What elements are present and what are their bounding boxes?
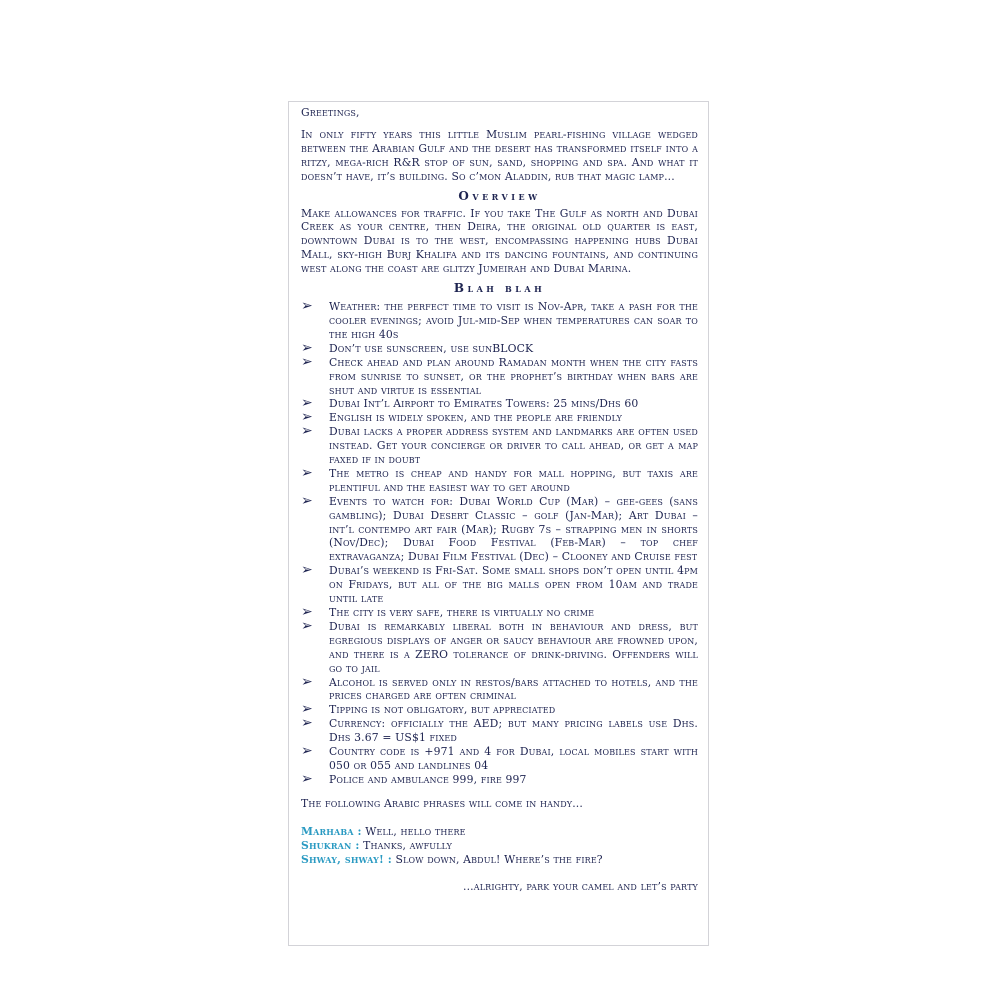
tip-item: [301, 397, 698, 411]
arrow-bullet-icon: ➢: [301, 562, 313, 579]
phrases-list: [301, 825, 698, 867]
tip-item: [301, 425, 698, 467]
guide-card: [288, 101, 709, 946]
tips-list: [301, 300, 698, 787]
blah-heading: Blah blah: [453, 281, 546, 296]
greeting: Greetings,: [301, 106, 360, 119]
arrow-bullet-icon: ➢: [301, 715, 313, 732]
tip-item: [301, 300, 698, 342]
arrow-bullet-icon: ➢: [301, 409, 313, 426]
arrow-bullet-icon: ➢: [301, 492, 313, 509]
tip-text: Tipping is not obligatory, but appreciated: [329, 703, 556, 717]
phrase-term: Marhaba :: [301, 824, 362, 838]
arrow-bullet-icon: ➢: [301, 395, 313, 412]
tip-text: Don’t use sunscreen, use sunBLOCK: [329, 341, 534, 355]
tip-item: [301, 770, 698, 787]
arrow-bullet-icon: ➢: [301, 298, 313, 315]
tip-text: English is widely spoken, and the people are friendly: [329, 411, 623, 425]
arrow-bullet-icon: ➢: [301, 617, 313, 634]
tip-text: Dubai’s weekend is Fri-Sat. Some small shops don’t open until 4pm on Fridays, but all of the big malls open from 10am and trade until late: [329, 564, 698, 606]
arrow-bullet-icon: ➢: [301, 423, 313, 440]
tip-item: [301, 617, 698, 676]
tip-text: Weather: the perfect time to visit is Nov-Apr, take a pash for the cooler evenings; avoid Jul-mid-Sep when temperatures can soar to the high 40s: [329, 300, 698, 341]
phrase-row: [301, 853, 698, 867]
overview-heading: Overview: [458, 188, 541, 203]
phrase-term: Shway, shway! :: [301, 852, 392, 866]
tip-text: The city is very safe, there is virtually no crime: [329, 606, 595, 619]
tip-item: [301, 717, 698, 745]
tip-text: Dubai is remarkably liberal both in behaviour and dress, but egregious displays of anger or saucy behaviour are frowned upon, and there is a ZERO tolerance of drink-driving. Offenders will go to jail: [329, 619, 698, 675]
intro-paragraph: In only fifty years this little Muslim pearl-fishing village wedged between the Arabian Gulf and the desert has transformed itself into a ritzy, mega-rich R&R stop of sun, sand, shopping and spa. And what it doesn’t have, it’s building. So c’mon Aladdin, rub that magic lamp...: [301, 127, 698, 183]
phrase-meaning: Thanks, awfully: [363, 838, 453, 852]
guide-content: [301, 106, 698, 894]
tip-text: Country code is +971 and 4 for Dubai, local mobiles start with 050 or 055 and landlines 04: [329, 745, 698, 772]
phrase-meaning: Slow down, Abdul! Where’s the fire?: [395, 852, 603, 866]
arrow-bullet-icon: ➢: [301, 743, 313, 760]
tip-item: [301, 606, 698, 620]
tip-text: Police and ambulance 999, fire 997: [329, 772, 527, 786]
tip-item: [301, 353, 698, 398]
phrase-row: [301, 825, 698, 839]
arrow-bullet-icon: ➢: [301, 464, 313, 481]
arrow-bullet-icon: ➢: [301, 673, 313, 690]
arrow-bullet-icon: ➢: [301, 770, 313, 787]
overview-paragraph: Make allowances for traffic. If you take The Gulf as north and Dubai Creek as your centre, then Deira, the original old quarter is east, downtown Dubai is to the west, encompassing happening hubs Dubai Mall, sky-high Burj Khalifa and its dancing fountains, and continuing west along the coast are glitzy Jumeirah and Dubai Marina.: [301, 206, 698, 276]
arrow-bullet-icon: ➢: [301, 701, 313, 718]
tip-item: [301, 339, 698, 356]
tip-item: [301, 745, 698, 773]
phrases-intro: The following Arabic phrases will come in handy...: [301, 796, 583, 810]
phrase-meaning: Well, hello there: [365, 824, 466, 838]
arrow-bullet-icon: ➢: [301, 339, 313, 356]
tip-item: [301, 673, 698, 704]
tip-item: [301, 564, 698, 606]
tip-item: [301, 411, 698, 425]
tip-text: Check ahead and plan around Ramadan month when the city fasts from sunrise to sunset, or the prophet’s birthday when bars are shut and virtue is essential: [329, 355, 698, 397]
tip-item: [301, 703, 698, 717]
tip-text: The metro is cheap and handy for mall hopping, but taxis are plentiful and the easiest way to get around: [329, 466, 698, 494]
tip-text: Dubai Int’l Airport to Emirates Towers: 25 mins/Dhs 60: [329, 397, 639, 411]
tip-text: Dubai lacks a proper address system and landmarks are often used instead. Get your concierge or driver to call ahead, or get a map faxed if in doubt: [329, 425, 698, 467]
tip-text: Alcohol is served only in restos/bars attached to hotels, and the prices charged are often criminal: [329, 675, 698, 703]
tip-text: Currency: officially the AED; but many pricing labels use Dhs. Dhs 3.67 = US$1 fixed: [329, 717, 698, 745]
phrase-row: [301, 839, 698, 853]
tip-item: [301, 464, 698, 495]
tip-item: [301, 492, 698, 565]
tip-text: Events to watch for: Dubai World Cup (Mar) – gee-gees (sans gambling); Dubai Desert Classic – golf (Jan-Mar); Art Dubai – int’l contempo art fair (Mar); Rugby 7s – strapping men in shorts (Nov/Dec); Dubai Food Festival (Feb-Mar) – top chef extravaganza; Dubai Film Festival (Dec) – Clooney and Cruise fest: [329, 494, 698, 564]
phrase-term: Shukran :: [301, 838, 360, 852]
arrow-bullet-icon: ➢: [301, 353, 313, 370]
signoff: ...alrighty, park your camel and let’s party: [463, 880, 698, 894]
arrow-bullet-icon: ➢: [301, 604, 313, 620]
